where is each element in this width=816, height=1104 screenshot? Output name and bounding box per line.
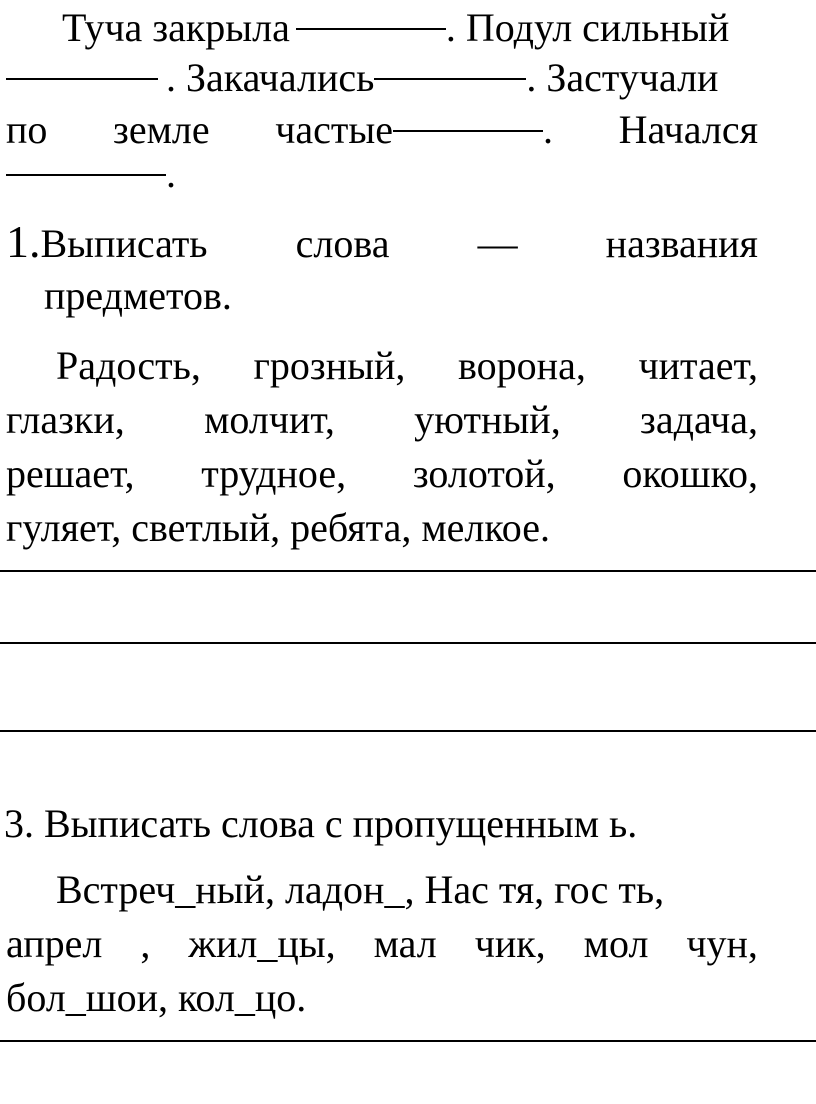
task1-words-end: гуляет, светлый, ребята, мелкое. bbox=[6, 505, 551, 550]
answer-blank[interactable] bbox=[6, 174, 166, 176]
task3-heading bbox=[4, 800, 637, 848]
fill-in-line-1 bbox=[62, 4, 729, 52]
fill-in-word: по bbox=[6, 107, 48, 152]
fill-in-line-2 bbox=[6, 54, 718, 102]
task-number: 1. bbox=[6, 216, 41, 267]
fill-in-text: . Подул сильный bbox=[445, 5, 730, 50]
task1-words-line-3 bbox=[6, 450, 758, 498]
task1-words-line-1 bbox=[56, 342, 758, 390]
fill-in-word: земле bbox=[113, 107, 210, 152]
task1-heading-line-2 bbox=[44, 272, 232, 320]
task1-word: задача, bbox=[640, 397, 758, 442]
task1-word: золотой, bbox=[412, 451, 556, 496]
task1-word: названия bbox=[605, 221, 758, 266]
task1-heading-start bbox=[6, 218, 208, 268]
task1-words-line-2 bbox=[6, 396, 758, 444]
task1-heading-line-1 bbox=[6, 218, 758, 268]
task3-words-line-2 bbox=[6, 920, 758, 968]
answer-line[interactable] bbox=[0, 570, 816, 572]
fill-in-text: Туча закрыла bbox=[62, 5, 290, 50]
answer-blank[interactable] bbox=[6, 78, 158, 80]
fill-in-line-4 bbox=[6, 150, 176, 198]
answer-blank[interactable] bbox=[393, 130, 543, 132]
fill-in-text: . Застучали bbox=[526, 55, 719, 100]
task1-word: слова bbox=[295, 221, 390, 266]
task3-heading-text: 3. Выписать слова с пропущенным ь. bbox=[4, 801, 638, 846]
task1-word: читает, bbox=[638, 343, 758, 388]
task1-word: уютный, bbox=[414, 397, 561, 442]
task3-words: Встреч_ный, ладон_, Нас тя, гос ть, bbox=[56, 867, 665, 912]
fill-in-group bbox=[275, 106, 553, 154]
task1-word: грозный, bbox=[253, 343, 406, 388]
task3-word: апрел bbox=[6, 921, 103, 966]
fill-in-text: . bbox=[166, 151, 176, 196]
fill-in-line-3 bbox=[6, 106, 758, 154]
task1-word: трудное, bbox=[201, 451, 347, 496]
fill-in-text: . Закачались bbox=[166, 55, 375, 100]
task1-word: решает, bbox=[6, 451, 135, 496]
answer-line[interactable] bbox=[0, 1040, 816, 1042]
task3-word: , bbox=[140, 921, 151, 966]
fill-in-word: Начался bbox=[618, 107, 758, 152]
answer-blank[interactable] bbox=[296, 28, 446, 30]
fill-in-word: частые bbox=[275, 107, 393, 152]
task3-word: мол bbox=[583, 921, 649, 966]
task1-word: окошко, bbox=[622, 451, 758, 496]
task1-word: ворона, bbox=[458, 343, 586, 388]
task3-word: мал bbox=[373, 921, 437, 966]
task1-heading-end: предметов. bbox=[44, 273, 232, 318]
answer-blank[interactable] bbox=[374, 78, 526, 80]
task1-word: молчит, bbox=[204, 397, 335, 442]
task3-words-line-3 bbox=[6, 974, 306, 1022]
task1-word: Радость, bbox=[56, 343, 201, 388]
fill-in-word: . bbox=[542, 107, 553, 152]
task3-words-line-1 bbox=[56, 866, 664, 914]
task1-word: глазки, bbox=[6, 397, 125, 442]
answer-line[interactable] bbox=[0, 730, 816, 732]
task3-word: чик, bbox=[474, 921, 546, 966]
answer-line[interactable] bbox=[0, 642, 816, 644]
task1-word: Выписать bbox=[40, 221, 208, 266]
task3-words-end: бол_шои, кол_цо. bbox=[6, 975, 307, 1020]
task3-word: чун, bbox=[686, 921, 758, 966]
task1-words-line-4 bbox=[6, 504, 550, 552]
task1-word: — bbox=[477, 221, 518, 266]
task3-word: жил_цы, bbox=[188, 921, 336, 966]
